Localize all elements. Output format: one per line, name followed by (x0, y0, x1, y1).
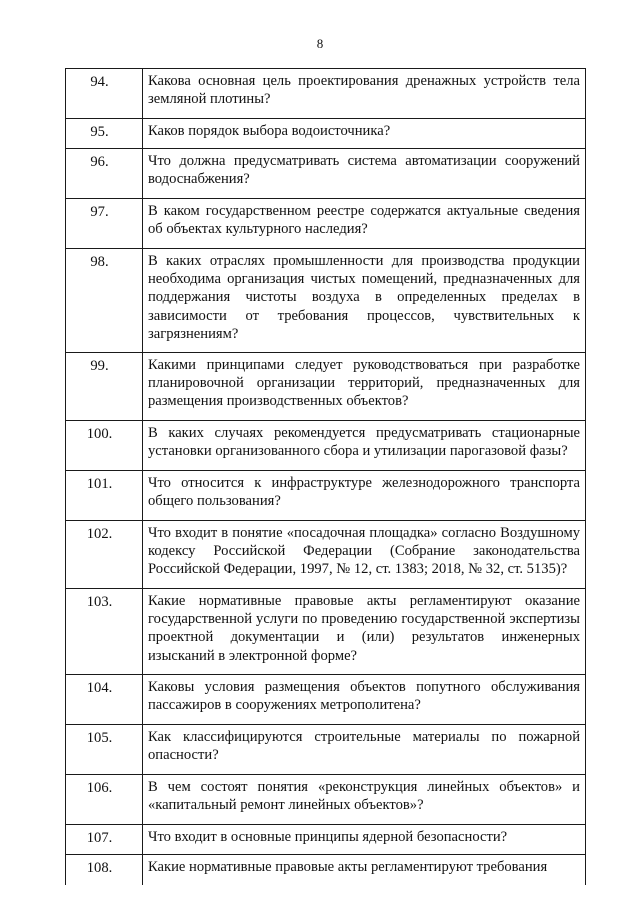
question-number: 95. (66, 119, 143, 149)
question-text: Что входит в понятие «посадочная площадка» согласно Воздушному кодексу Российской Федерации (Собрание законодательства Российской Федерации, 1997, № 12, ст. 1383; 2018, № 32, ст. 5135)? (143, 521, 586, 589)
question-number: 96. (66, 149, 143, 199)
table-row (66, 353, 586, 421)
question-number: 99. (66, 353, 143, 421)
table-row (66, 149, 586, 199)
table-row (66, 119, 586, 149)
question-text: Как классифицируются строительные материалы по пожарной опасности? (143, 725, 586, 775)
questions-table (65, 68, 586, 885)
question-text: Какие нормативные правовые акты регламентируют оказание государственной услуги по проведению государственной экспертизы проектной документации и (или) результатов инженерных изысканий в электронной форме? (143, 589, 586, 675)
table-row (66, 521, 586, 589)
question-number: 102. (66, 521, 143, 589)
question-text: В чем состоят понятия «реконструкция линейных объектов» и «капитальный ремонт линейных объектов»? (143, 775, 586, 825)
question-number: 94. (66, 69, 143, 119)
question-text: В каком государственном реестре содержатся актуальные сведения об объектах культурного наследия? (143, 199, 586, 249)
question-number: 97. (66, 199, 143, 249)
question-number: 98. (66, 249, 143, 353)
table-row (66, 725, 586, 775)
question-number: 107. (66, 825, 143, 855)
question-text: Что относится к инфраструктуре железнодорожного транспорта общего пользования? (143, 471, 586, 521)
question-number: 103. (66, 589, 143, 675)
question-text: В каких случаях рекомендуется предусматривать стационарные установки организованного сбора и утилизации парогазовой фазы? (143, 421, 586, 471)
table-row (66, 199, 586, 249)
question-text: Какими принципами следует руководствоваться при разработке планировочной организации территорий, предназначенных для размещения производственных объектов? (143, 353, 586, 421)
question-text: Какие нормативные правовые акты регламентируют требования (143, 855, 586, 886)
table-row (66, 675, 586, 725)
table-row (66, 249, 586, 353)
question-text: Что должна предусматривать система автоматизации сооружений водоснабжения? (143, 149, 586, 199)
table-row (66, 589, 586, 675)
question-text: В каких отраслях промышленности для производства продукции необходима организация чистых помещений, предназначенных для поддержания чистоты воздуха в определенных пределах в зависимости от требования процессов, чувствительных к загрязнениям? (143, 249, 586, 353)
question-number: 100. (66, 421, 143, 471)
table-row (66, 471, 586, 521)
question-text: Каковы условия размещения объектов попутного обслуживания пассажиров в сооружениях метрополитена? (143, 675, 586, 725)
table-row (66, 775, 586, 825)
question-number: 105. (66, 725, 143, 775)
table-row (66, 69, 586, 119)
table-row (66, 825, 586, 855)
page-number: 8 (316, 36, 324, 51)
question-number: 106. (66, 775, 143, 825)
question-number: 108. (66, 855, 143, 886)
table-row (66, 421, 586, 471)
question-text: Что входит в основные принципы ядерной безопасности? (143, 825, 586, 855)
table-row (66, 855, 586, 886)
question-number: 104. (66, 675, 143, 725)
question-text: Каков порядок выбора водоисточника? (143, 119, 586, 149)
question-number: 101. (66, 471, 143, 521)
question-text: Какова основная цель проектирования дренажных устройств тела земляной плотины? (143, 69, 586, 119)
